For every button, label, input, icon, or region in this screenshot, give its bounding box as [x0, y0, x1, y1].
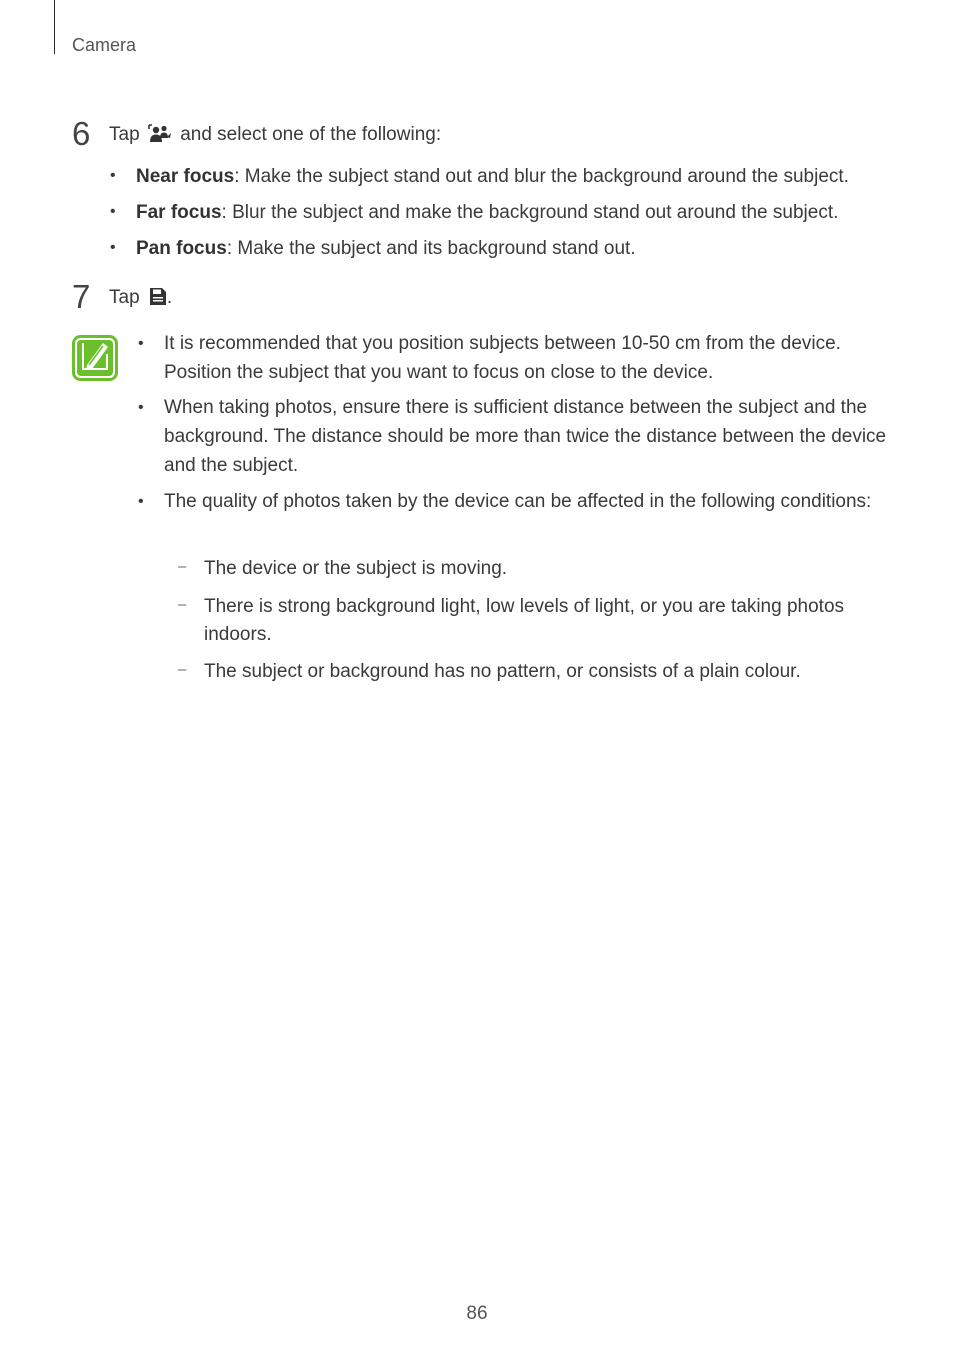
page-number: 86: [466, 1303, 488, 1324]
bullet-dot: •: [110, 167, 116, 184]
step-text: Tap and select one of the following:: [109, 123, 441, 150]
note-icon: [72, 335, 118, 386]
bullet-dot: •: [110, 239, 116, 256]
step-text: Tap .: [109, 286, 172, 313]
dash-marker: –: [178, 596, 187, 613]
dash-marker: –: [178, 661, 187, 678]
dash-marker: –: [178, 558, 187, 575]
bullet-dot: •: [110, 203, 116, 220]
bullet-dot: •: [138, 399, 144, 416]
bullet-dot: •: [138, 493, 144, 510]
step-number: 6: [72, 115, 91, 152]
section-header: Camera: [72, 35, 137, 55]
selective-focus-icon: [148, 123, 172, 150]
save-icon: [148, 287, 167, 313]
page-edge-line: [54, 0, 55, 54]
step-number: 7: [72, 278, 91, 315]
bullet-dot: •: [138, 335, 144, 352]
